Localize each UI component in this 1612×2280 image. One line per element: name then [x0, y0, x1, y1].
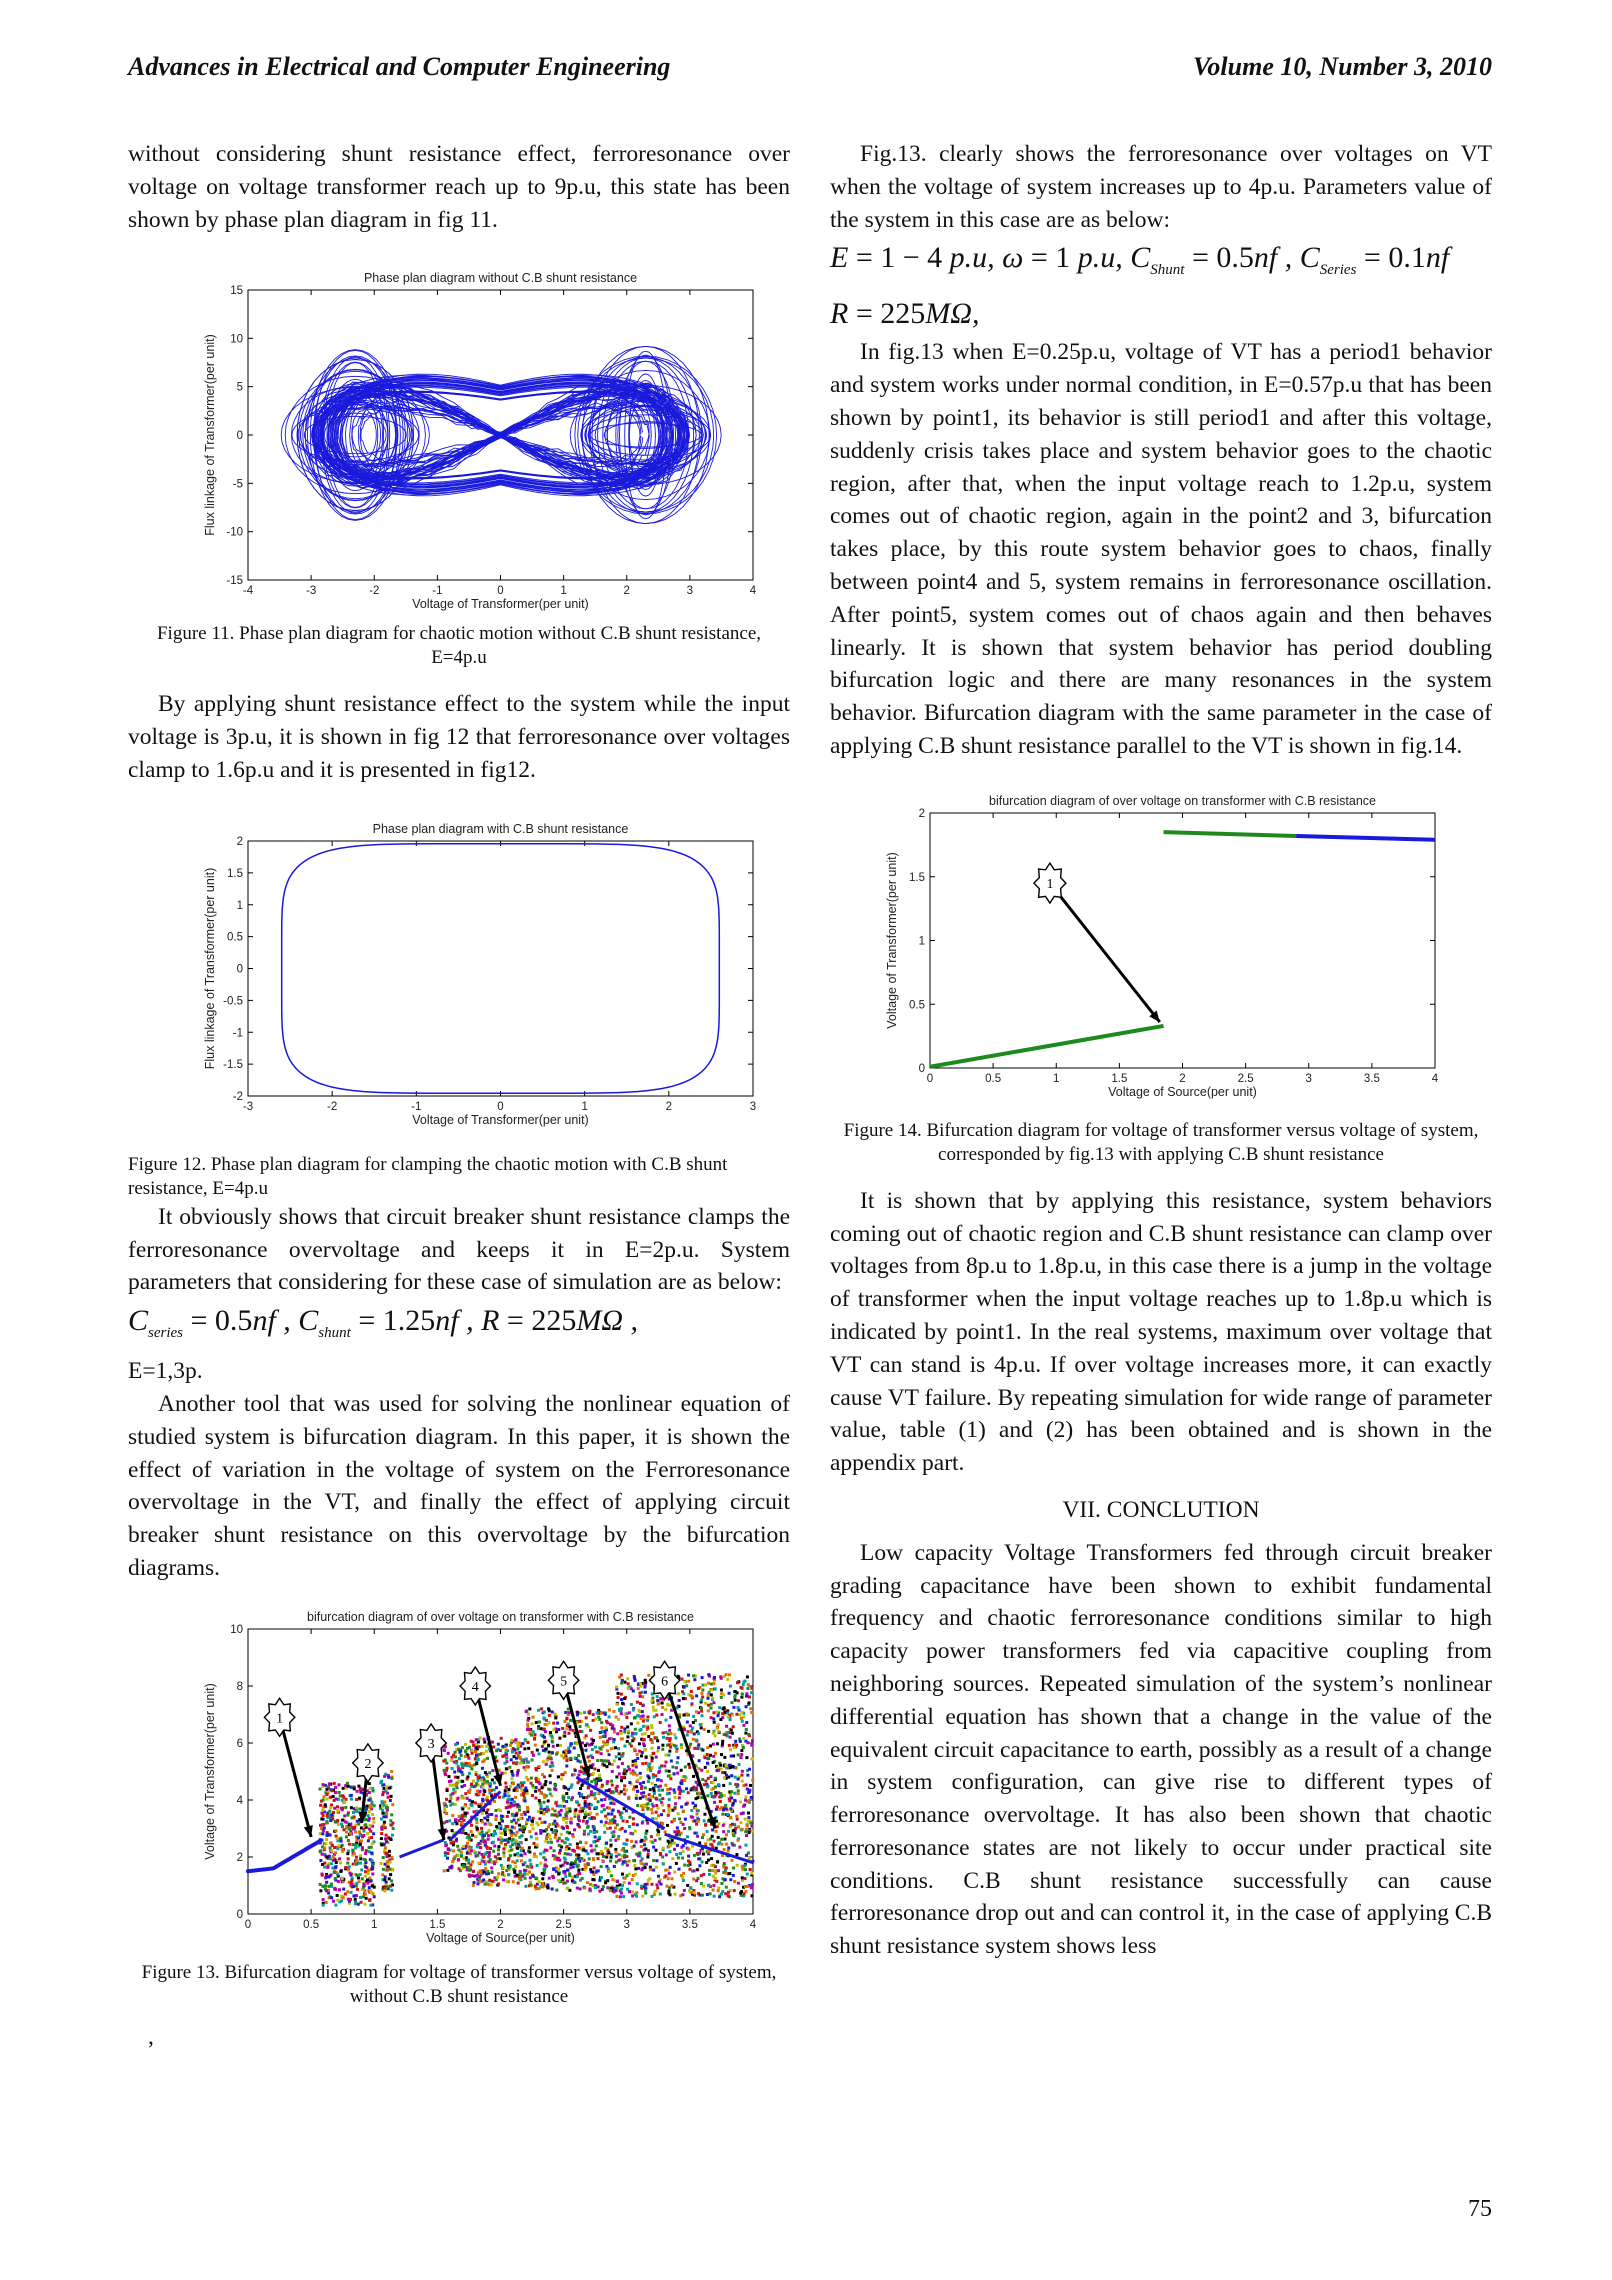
x-tick-label: 0 — [497, 585, 504, 598]
y-tick-label: -1.5 — [223, 1058, 243, 1071]
x-tick-label: 0.5 — [985, 1072, 1002, 1085]
x-axis-label: Voltage of Transformer(per unit) — [412, 597, 589, 612]
annotation-label: 5 — [560, 1674, 568, 1690]
equation-2b: R = 225MΩ, — [830, 297, 980, 331]
x-tick-label: 2.5 — [555, 1918, 572, 1931]
y-tick-label: -2 — [232, 1090, 243, 1103]
equation-1: $C_{series} = 0.5nf$ , $C_{shunt} = 1.25nf$ , R = 225MΩ , — [128, 1304, 639, 1342]
figure-11-caption: Figure 11. Phase plan diagram for chaotic motion without C.B shunt resistance, E=4p.u — [156, 623, 762, 669]
y-tick-label: 1.5 — [227, 867, 243, 880]
y-tick-label: -0.5 — [223, 995, 243, 1008]
y-axis-label: Flux linkage of Transformer(per unit) — [203, 334, 217, 537]
left-paragraph-5: Another tool that was used for solving the nonlinear equation of studied system is bifurcation diagram. In this paper, it is shown the effect of variation in the voltage of system on the Ferroresonance overvoltage in the VT, and finally the effect of applying circuit breaker shunt resistance on this overvoltage by the bifurcation diagrams. — [128, 1390, 790, 1581]
figure-13-caption: Figure 13. Bifurcation diagram for voltage of transformer versus voltage of system, without C.B shunt resistance — [141, 1961, 777, 2007]
y-tick-label: -10 — [226, 527, 243, 540]
x-tick-label: 4 — [749, 1918, 757, 1931]
y-axis-label: Voltage of Transformer(per unit) — [885, 852, 899, 1029]
annotation-star-1 — [1034, 863, 1066, 903]
y-tick-label: 5 — [236, 382, 243, 395]
y-tick-label: 1 — [918, 935, 925, 948]
annotation-label: 4 — [471, 1679, 479, 1695]
annotation-label: 2 — [364, 1756, 372, 1772]
plot-frame — [248, 841, 753, 1096]
x-tick-label: 0 — [497, 1100, 504, 1113]
x-tick-label: 3.5 — [681, 1918, 698, 1931]
y-tick-label: 4 — [236, 1794, 243, 1807]
y-tick-label: 0.5 — [227, 931, 243, 944]
y-tick-label: 1 — [236, 899, 243, 912]
volume-info: Volume 10, Number 3, 2010 — [1192, 52, 1492, 81]
x-tick-label: 2 — [1179, 1072, 1186, 1085]
y-tick-label: -5 — [232, 478, 243, 491]
figure-11-chart — [128, 252, 790, 622]
x-tick-label: -1 — [432, 585, 443, 598]
left-paragraph-3: It obviously shows that circuit breaker shunt resistance clamps the ferroresonance overvoltage and keeps it in E=2p.u. System parameters that considering for these case of simulation are as below: — [128, 1203, 790, 1296]
annotation-label: 3 — [427, 1736, 435, 1752]
x-tick-label: 3 — [749, 1100, 757, 1113]
figure-14-caption: Figure 14. Bifurcation diagram for voltage of transformer versus voltage of system, corresponded by fig.13 with applying C.B shunt resistance — [843, 1119, 1479, 1165]
figure-14 — [830, 779, 1492, 1167]
x-tick-label: 3.5 — [1363, 1072, 1380, 1085]
chart-title: Phase plan diagram without C.B shunt resistance — [363, 271, 638, 286]
y-tick-label: 2 — [918, 807, 925, 820]
y-axis-label: Voltage of Transformer(per unit) — [203, 1683, 217, 1860]
x-tick-label: -2 — [369, 585, 380, 598]
y-axis-label: Flux linkage of Transformer(per unit) — [203, 867, 217, 1070]
y-tick-label: 0 — [236, 430, 243, 443]
annotation-star-1 — [264, 1698, 294, 1736]
x-axis-label: Voltage of Transformer(per unit) — [412, 1112, 589, 1127]
x-tick-label: 1.5 — [429, 1918, 446, 1931]
figure-12 — [128, 803, 790, 1201]
annotation-star-5 — [548, 1661, 578, 1699]
right-paragraph-2: In fig.13 when E=0.25p.u, voltage of VT has a period1 behavior and system works under normal condition, in E=0.57p.u that has been shown by point1, its behavior is still period1 and after this voltage, suddenly crisis takes place and system behavior goes to the chaotic region, after that, when the input voltage reach to 1.2p.u, system comes out of chaotic region, again in the point2 and 3, bifurcation takes place, by this route system behavior goes to chaos, finally between point4 and 5, system remains in ferroresonance oscillation. After point5, system comes out of chaos again and then behaves linearly. It is shown that system behavior has period doubling bifurcation logic and there are many resonances in the system behavior. Bifurcation diagram with the same parameter in the case of applying C.B shunt resistance parallel to the VT is shown in fig.14. — [830, 339, 1492, 759]
y-tick-label: -1 — [232, 1027, 243, 1040]
x-tick-label: -1 — [411, 1100, 422, 1113]
right-paragraph-1: Fig.13. clearly shows the ferroresonance over voltages on VT when the voltage of system increases up to 4p.u. Parameters value of the system in this case are as below: — [830, 141, 1492, 233]
annotation-star-6 — [649, 1661, 679, 1699]
x-tick-label: 4 — [1431, 1072, 1439, 1085]
y-tick-label: 0 — [918, 1062, 925, 1075]
x-tick-label: 2.5 — [1237, 1072, 1254, 1085]
figure-13-chart — [128, 1601, 790, 1961]
journal-title: Advances in Electrical and Computer Engineering — [128, 52, 671, 81]
y-tick-label: 15 — [230, 285, 243, 298]
left-paragraph-1: without considering shunt resistance effect, ferroresonance over voltage on voltage transformer reach up to 9p.u, this state has been shown by phase plan diagram in fig 11. — [128, 141, 790, 233]
x-tick-label: 2 — [497, 1918, 504, 1931]
stray-comma: , — [148, 2023, 154, 2050]
figure-11 — [128, 252, 790, 670]
x-tick-label: 0.5 — [303, 1918, 320, 1931]
left-paragraph-2: By applying shunt resistance effect to the system while the input voltage is 3p.u, it is shown in fig 12 that ferroresonance over voltages clamp to 1.6p.u and it is presented in fig12. — [128, 691, 790, 783]
x-tick-label: 1 — [560, 585, 567, 598]
figure-13 — [128, 1601, 790, 2009]
y-tick-label: 0.5 — [909, 999, 925, 1011]
right-column — [830, 138, 1492, 1963]
x-tick-label: 1 — [1053, 1072, 1060, 1085]
x-axis-label: Voltage of Source(per unit) — [426, 1930, 575, 1945]
annotation-star-4 — [460, 1667, 490, 1705]
x-tick-label: 0 — [244, 1918, 252, 1931]
figure-12-chart — [128, 803, 790, 1153]
page-number: 75 — [1468, 2196, 1492, 2222]
x-tick-label: 1 — [581, 1100, 588, 1113]
figure-14-chart — [830, 779, 1492, 1119]
chart-title: bifurcation diagram of over voltage on transformer with C.B resistance — [989, 793, 1376, 808]
y-tick-label: 0 — [236, 963, 243, 976]
annotation-star-2 — [353, 1744, 383, 1782]
y-tick-label: 8 — [236, 1680, 243, 1693]
figure-12-caption: Figure 12. Phase plan diagram for clamping the chaotic motion with C.B shunt resistance, E=4p.u — [128, 1153, 728, 1199]
x-tick-label: -4 — [242, 585, 254, 598]
equation-2a: E = 1 − 4 p.u, ω = 1 p.u, $C_{Shunt} = 0.5nf$ , $C_{Series} = 0.1nf$ — [830, 241, 1450, 279]
annotation-star-3 — [416, 1724, 446, 1762]
y-tick-label: 1.5 — [909, 871, 925, 884]
chart-title: Phase plan diagram with C.B shunt resistance — [372, 821, 629, 836]
x-axis-label: Voltage of Source(per unit) — [1108, 1084, 1257, 1099]
y-tick-label: 6 — [236, 1737, 243, 1750]
y-tick-label: 10 — [230, 333, 243, 346]
y-tick-label: -15 — [226, 575, 243, 588]
x-tick-label: 3 — [623, 1918, 630, 1931]
x-tick-label: -3 — [306, 585, 317, 598]
y-tick-label: 0 — [236, 1908, 243, 1921]
left-paragraph-4: E=1,3p. — [128, 1358, 203, 1385]
annotation-label: 1 — [1046, 876, 1054, 892]
left-column — [128, 138, 790, 2054]
x-tick-label: 4 — [749, 585, 757, 598]
plot-frame — [930, 813, 1435, 1068]
x-tick-label: 3 — [686, 585, 694, 598]
chart-title: bifurcation diagram of over voltage on transformer with C.B resistance — [307, 1609, 694, 1624]
x-tick-label: 0 — [926, 1072, 934, 1085]
section-heading: VII. CONCLUTION — [1062, 1496, 1260, 1523]
right-paragraph-3: It is shown that by applying this resistance, system behaviors coming out of chaotic region and C.B shunt resistance can clamp over voltages from 8p.u to 1.8p.u, in this case there is a jump in the voltage of transformer when the input voltage reaches up to 1.8p.u which is indicated by point1. In the real systems, maximum over voltage that VT can stand is 4p.u. If over voltage increases more, it can exactly cause VT failure. By repeating simulation for wide range of parameter value, table (1) and (2) has been obtained and is shown in the appendix part. — [830, 1187, 1492, 1477]
y-tick-label: 2 — [236, 835, 243, 848]
right-paragraph-4: Low capacity Voltage Transformers fed through circuit breaker grading capacitance have been shown to exhibit fundamental frequency and chaotic ferroresonance conditions similar to high capacity power transformers fed via capacitive coupling from neighboring sources. Repeated simulation of the system’s nonlinear differential equation has shown that a change in the value of the equivalent circuit capacitance to earth, possibly as a result of a change in system configuration, can give rise to different types of ferroresonance overvoltage. It has also been shown that chaotic ferroresonance states are not likely to occur under practical site conditions. C.B shunt resistance successfully can cause ferroresonance drop out and can control it, in the case of applying C.B shunt resistance system shows less — [830, 1539, 1492, 1960]
annotation-label: 6 — [661, 1674, 669, 1690]
x-tick-label: 1 — [371, 1918, 378, 1931]
x-tick-label: -2 — [327, 1100, 338, 1113]
annotation-label: 1 — [276, 1711, 284, 1727]
y-tick-label: 2 — [236, 1851, 243, 1864]
y-tick-label: 10 — [230, 1623, 243, 1636]
x-tick-label: 2 — [665, 1100, 673, 1113]
x-tick-label: 1.5 — [1111, 1072, 1128, 1085]
x-tick-label: -3 — [242, 1100, 254, 1113]
x-tick-label: 2 — [623, 585, 630, 598]
x-tick-label: 3 — [1305, 1072, 1312, 1085]
